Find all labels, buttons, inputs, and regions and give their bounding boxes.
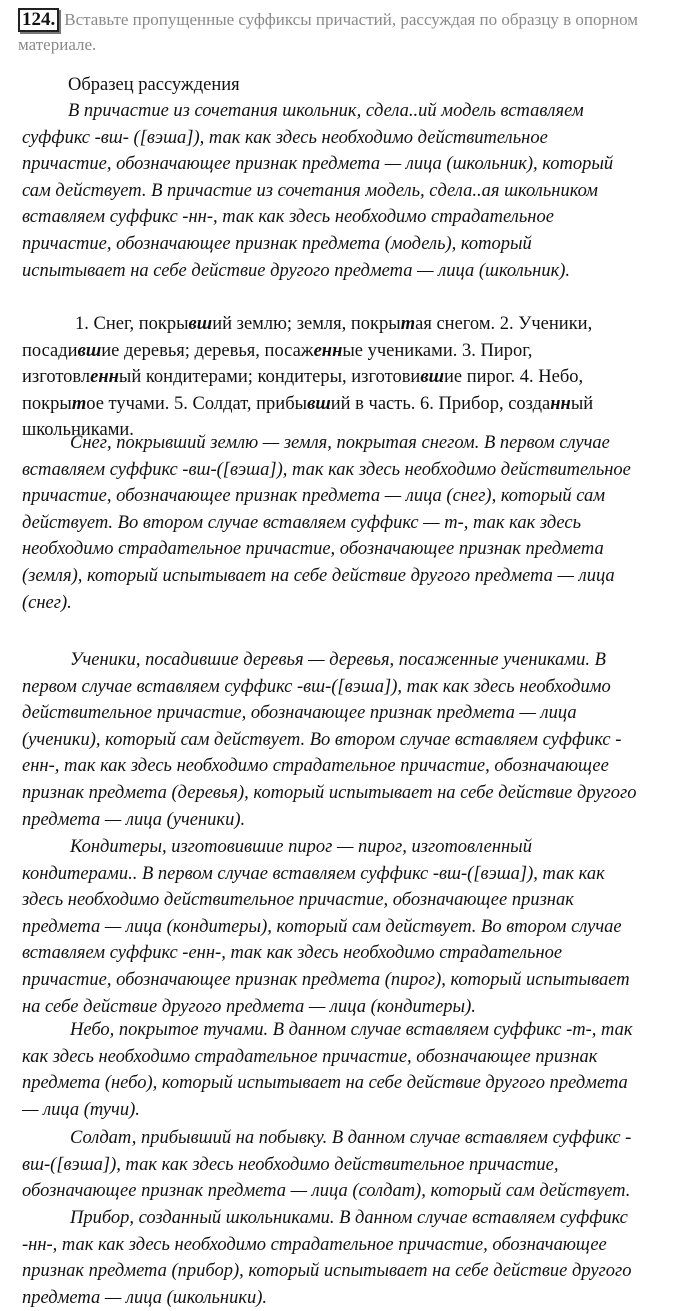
- sentence-line: [22, 338, 692, 365]
- text-line: причастие, обозначающее признак предмета — лица (школьник), который: [22, 154, 614, 175]
- text-line: (снег).: [22, 592, 72, 613]
- inserted-suffix: енн: [90, 367, 119, 388]
- sentence-text: ый кондитерами; кондитеры, изготови: [118, 367, 421, 388]
- sample-reasoning: [22, 98, 692, 284]
- inserted-suffix: т: [400, 314, 416, 334]
- text-line: — лица (тучи).: [22, 1099, 140, 1120]
- text-line: Ученики, посадившие деревья — деревья, посаженные учениками. В: [70, 650, 606, 670]
- text-line: причастие, обозначающее признак предмета (пирог), который испытывает: [22, 969, 630, 990]
- text-line: Кондитеры, изготовившие пирог — пирог, изготовленный: [70, 837, 532, 857]
- inserted-suffix: енн: [313, 340, 343, 361]
- text-line: признак предмета (прибор), который испытывает на себе действие другого: [22, 1261, 632, 1282]
- exercise-number: 124.: [18, 8, 59, 32]
- text-line: Снег, покрывший землю — земля, покрытая снегом. В первом случае: [70, 433, 610, 453]
- sentence-text: ый: [570, 393, 594, 414]
- sentence-text: ие пирог. 4. Небо,: [444, 367, 584, 388]
- sentence-text: ое тучами. 5. Солдат, прибы: [86, 393, 308, 414]
- text-line: обозначающее признак предмета — лица (солдат), который сам действует.: [22, 1181, 631, 1202]
- sentence-line: [22, 311, 692, 338]
- text-line: здесь необходимо действительное причастие, обозначающее признак: [22, 890, 574, 911]
- text-line: Солдат, прибывший на побывку. В данном случае вставляем суффикс -: [70, 1128, 632, 1148]
- text-line: предмета — лица (кондитеры), который сам действует. Во втором случае: [22, 916, 622, 937]
- instruction-line: Вставьте пропущенные суффиксы причастий, рассуждая по образцу в опорном: [64, 10, 639, 29]
- text-line: признак предмета (деревья), который испытывает на себе действие другого: [22, 782, 637, 803]
- text-line: суффикс -вш- ([вэша]), так как здесь необходимо действительное: [22, 127, 548, 148]
- inserted-suffix: вш: [307, 393, 331, 414]
- text-line: В причастие из сочетания школьник, сдела..ий модель вставляем: [68, 101, 584, 121]
- sentence-text: школьниками.: [22, 420, 134, 441]
- inserted-suffix: нн: [550, 393, 571, 414]
- sentence-line: [22, 391, 692, 418]
- text-line: причастие, обозначающее признак предмета — лица (снег), который сам: [22, 486, 606, 507]
- text-line: сам действует. В причастие из сочетания модель, сдела..ая школьником: [22, 180, 598, 201]
- inserted-suffix: вш: [188, 314, 213, 334]
- sentence-line: [22, 364, 692, 391]
- text-line: вш-([вэша]), так как здесь необходимо действительное причастие,: [22, 1154, 559, 1175]
- text-line: действует. Во втором случае вставляем суффикс — т-, так как здесь: [22, 512, 582, 533]
- text-line: Небо, покрытое тучами. В данном случае вставляем суффикс -т-, так: [70, 1020, 633, 1040]
- text-line: Прибор, созданный школьниками. В данном случае вставляем суффикс: [70, 1208, 628, 1228]
- text-line: причастие, обозначающее признак предмета (модель), который: [22, 233, 532, 254]
- text-line: вставляем суффикс -вш-([вэша]), так как здесь необходимо действительное: [22, 459, 631, 480]
- text-line: вставляем суффикс -нн-, так как здесь необходимо страдательное: [22, 207, 554, 228]
- text-line: предмета — лица (ученики).: [22, 809, 246, 830]
- text-line: действительное причастие, обозначающее признак предмета — лица: [22, 703, 577, 724]
- text-line: первом случае вставляем суффикс -вш-([вэша]), так как здесь необходимо: [22, 676, 611, 697]
- sentence-text: посади: [22, 340, 78, 361]
- sentence-text: ые учениками. 3. Пирог,: [342, 340, 533, 361]
- answer-paragraph: [22, 834, 692, 1020]
- sentence-text: ий землю; земля, покры: [212, 314, 401, 334]
- text-line: предмета (небо), который испытывает на себе действие другого предмета: [22, 1073, 628, 1094]
- text-line: испытывает на себе действие другого предмета — лица (школьник).: [22, 260, 571, 281]
- text-line: как здесь необходимо страдательное причастие, обозначающее признак: [22, 1046, 598, 1067]
- sentence-text: 1. Снег, покры: [75, 314, 189, 334]
- answer-paragraph: [22, 430, 692, 616]
- instruction-line: материале.: [18, 35, 97, 54]
- text-line: кондитерами.. В первом случае вставляем суффикс -вш-([вэша]), так как: [22, 863, 605, 884]
- text-line: на себе действие другого предмета — лица (кондитеры).: [22, 996, 476, 1017]
- answer-paragraph: [22, 1017, 692, 1123]
- exercise-sentences: [22, 311, 692, 444]
- text-line: необходимо страдательное причастие, обозначающее признак предмета: [22, 539, 604, 560]
- text-line: -нн-, так как здесь необходимо страдательное причастие, обозначающее: [22, 1234, 607, 1255]
- answer-paragraph: [22, 1125, 692, 1205]
- inserted-suffix: вш: [420, 367, 445, 388]
- text-line: предмета — лица (школьники).: [22, 1287, 268, 1308]
- sample-title: Образец рассуждения: [68, 75, 240, 95]
- inserted-suffix: т: [71, 393, 87, 414]
- text-line: енн-, так как здесь необходимо страдательное причастие, обозначающее: [22, 756, 609, 777]
- sentence-text: ая снегом. 2. Ученики,: [415, 314, 593, 334]
- sentence-text: покры: [22, 393, 72, 414]
- inserted-suffix: вш: [77, 340, 102, 361]
- exercise-header: [18, 7, 688, 57]
- answer-paragraph: [22, 647, 692, 833]
- sentence-text: изготовл: [22, 367, 91, 388]
- text-line: вставляем суффикс -енн-, так как здесь необходимо страдательное: [22, 943, 563, 964]
- answer-paragraph: [22, 1205, 692, 1311]
- sentence-text: ий в часть. 6. Прибор, созда: [330, 393, 551, 414]
- text-line: (ученики), который сам действует. Во втором случае вставляем суффикс -: [22, 729, 622, 750]
- text-line: (земля), который испытывает на себе действие другого предмета — лица: [22, 565, 615, 586]
- sentence-text: ие деревья; деревья, посаж: [101, 340, 314, 361]
